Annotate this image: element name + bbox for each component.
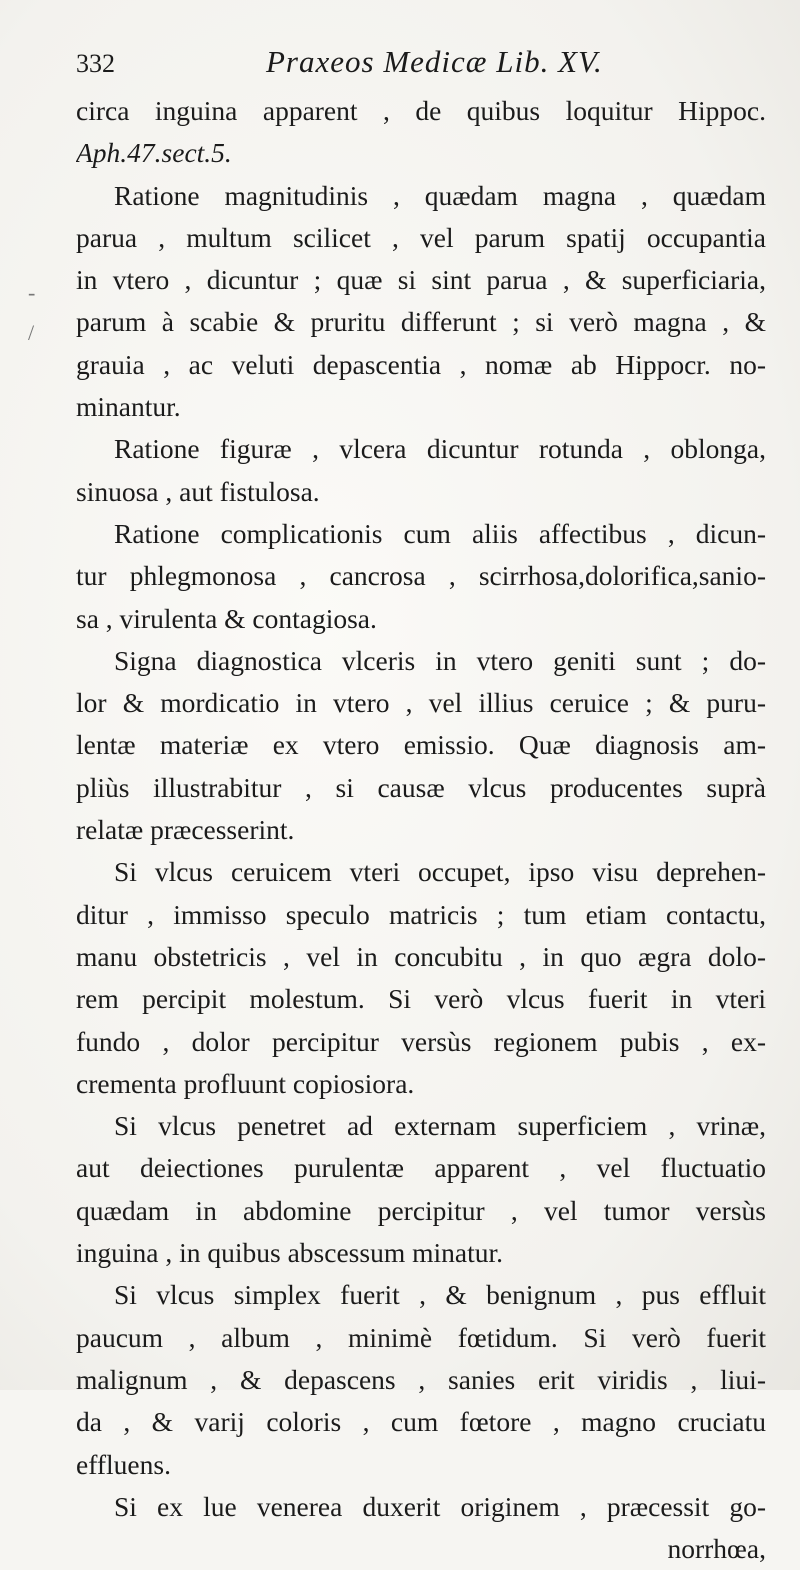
text-line: rem percipit molestum. Si verò vlcus fuerit in vteri xyxy=(76,983,766,1015)
text-line: Aph.47.sect.5. xyxy=(76,137,232,169)
text-line: parum à scabie & pruritu differunt ; si verò magna , & xyxy=(76,306,766,338)
text-line: malignum , & depascens , sanies erit viridis , liui- xyxy=(76,1363,766,1395)
text-line: Ratione complicationis cum aliis affectibus , dicun- xyxy=(114,517,766,549)
text-line: Signa diagnostica vlceris in vtero geniti sunt ; do- xyxy=(114,644,766,676)
page-number: 332 xyxy=(76,49,115,78)
text-line: in vtero , dicuntur ; quæ si sint parua , & superficiaria, xyxy=(76,264,766,296)
text-line: pliùs illustrabitur , si causæ vlcus producentes suprà xyxy=(76,771,766,803)
text-line: tur phlegmonosa , cancrosa , scirrhosa,dolorifica,sanio- xyxy=(76,560,766,592)
text-line: lor & mordicatio in vtero , vel illius ceruice ; & puru- xyxy=(76,687,766,719)
text-line: da , & varij coloris , cum fœtore , magno cruciatu xyxy=(76,1406,766,1438)
text-line: Si vlcus simplex fuerit , & benignum , pus effluit xyxy=(114,1279,766,1311)
text-line: parua , multum scilicet , vel parum spatij occupantia xyxy=(76,221,766,253)
text-line: effluens. xyxy=(76,1448,171,1480)
text-line: norrhœa, xyxy=(667,1533,766,1565)
text-line: grauia , ac veluti depascentia , nomæ ab Hippocr. no- xyxy=(76,348,766,380)
page-header xyxy=(76,44,766,90)
text-line: ditur , immisso speculo matricis ; tum etiam contactu, xyxy=(76,898,766,930)
text-line: inguina , in quibus abscessum minatur. xyxy=(76,1237,503,1269)
text-line: quædam in abdomine percipitur , vel tumor versùs xyxy=(76,1194,766,1226)
body-text xyxy=(76,90,766,1570)
text-line: lentæ materiæ ex vtero emissio. Quæ diagnosis am- xyxy=(76,729,766,761)
text-line: aut deiectiones purulentæ apparent , vel fluctuatio xyxy=(76,1152,766,1184)
text-line: relatæ præcesserint. xyxy=(76,814,295,846)
text-line: circa inguina apparent , de quibus loquitur Hippoc. xyxy=(76,95,766,126)
text-line: Si ex lue venerea duxerit originem , præcessit go- xyxy=(114,1490,766,1522)
text-line: Si vlcus ceruicem vteri occupet, ipso visu deprehen- xyxy=(114,856,766,888)
text-line: manu obstetricis , vel in concubitu , in quo ægra dolo- xyxy=(76,940,766,972)
text-line: Si vlcus penetret ad externam superficiem , vrinæ, xyxy=(114,1110,766,1142)
text-line: Ratione magnitudinis , quædam magna , quædam xyxy=(114,179,766,211)
margin-mark: / xyxy=(28,320,35,345)
text-line: paucum , album , minimè fœtidum. Si verò fuerit xyxy=(76,1321,766,1353)
running-title: Praxeos Medicæ Lib. XV. xyxy=(266,44,603,79)
text-line: minantur. xyxy=(76,391,181,423)
text-line: fundo , dolor percipitur versùs regionem pubis , ex- xyxy=(76,1025,766,1057)
margin-mark: - xyxy=(28,280,36,305)
text-line: sa , virulenta & contagiosa. xyxy=(76,602,377,634)
text-line: sinuosa , aut fistulosa. xyxy=(76,475,320,507)
text-line: crementa profluunt copiosiora. xyxy=(76,1067,415,1099)
text-line: Ratione figuræ , vlcera dicuntur rotunda , oblonga, xyxy=(114,433,766,465)
